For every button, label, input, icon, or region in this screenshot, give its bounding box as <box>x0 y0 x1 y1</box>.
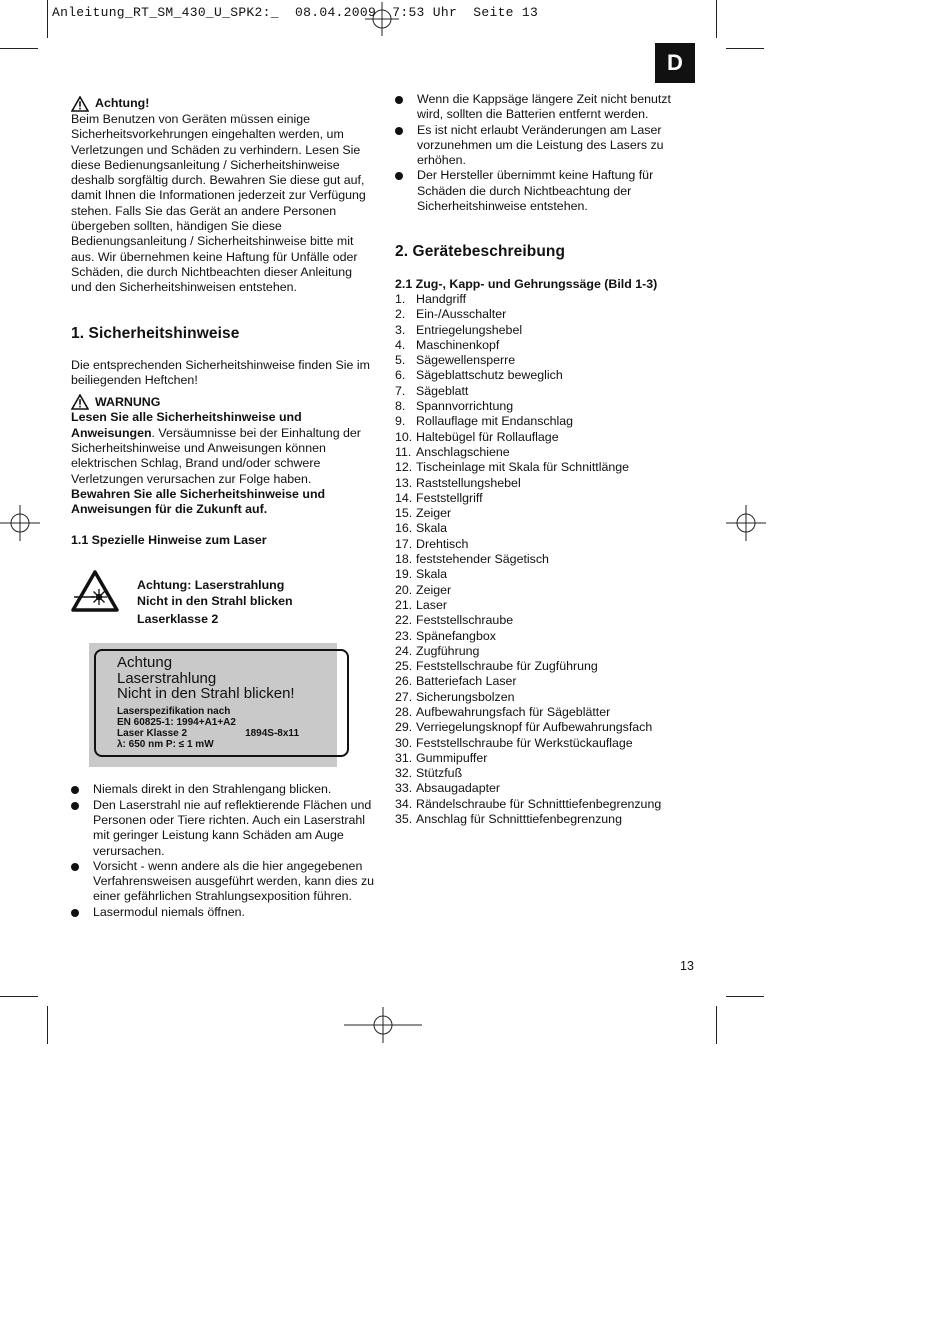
list-item <box>395 567 695 582</box>
list-item <box>395 323 695 338</box>
warnung-keep-notice: Bewahren Sie alle Sicherheitshinweise und Anweisungen für die Zukunft auf. <box>71 486 326 517</box>
laser-warning-text <box>137 570 293 628</box>
part-name: Aufbewahrungsfach für Sägeblätter <box>416 704 611 719</box>
laser-hazard-icon <box>71 570 119 612</box>
part-name: Raststellungshebel <box>416 475 521 490</box>
part-number: 15. <box>395 506 413 521</box>
list-item-text: Lasermodul niemals öffnen. <box>93 904 245 919</box>
list-item <box>395 537 695 552</box>
part-number: 8. <box>395 399 406 414</box>
list-item <box>395 460 695 475</box>
part-number: 7. <box>395 383 406 398</box>
warnung-bold-lead: Lesen Sie alle Sicherheitshinweise und Anweisungen <box>71 410 302 440</box>
part-number: 3. <box>395 322 406 337</box>
part-number: 4. <box>395 337 406 352</box>
list-item <box>395 445 695 460</box>
crop-mark <box>47 0 48 38</box>
part-number: 27. <box>395 689 413 704</box>
laser-warning-label <box>89 643 337 767</box>
registration-mark-icon <box>726 505 766 541</box>
part-name: Sägeblatt <box>416 383 469 398</box>
list-item <box>395 659 695 674</box>
part-name: Sägeblattschutz beweglich <box>416 368 563 383</box>
list-item <box>395 123 695 169</box>
part-number: 30. <box>395 735 413 750</box>
list-item <box>395 506 695 521</box>
print-header: Anleitung_RT_SM_430_U_SPK2:_ 08.04.2009 7:53 Uhr Seite 13 <box>52 5 539 20</box>
part-name: Skala <box>416 521 447 536</box>
part-name: feststehender Sägetisch <box>416 552 549 567</box>
list-item-text: Den Laserstrahl nie auf reflektierende Flächen und Personen oder Tiere richten. Auch ein Laserstrahl mit geringer Leistung kann Schäden am Auge verursachen. <box>93 797 372 858</box>
list-item <box>395 430 695 445</box>
list-item <box>71 782 376 797</box>
section-2-heading <box>395 244 695 259</box>
part-name: Spänefangbox <box>416 628 496 643</box>
part-name: Entriegelungshebel <box>416 322 523 337</box>
crop-mark <box>726 48 764 49</box>
list-item <box>395 307 695 322</box>
list-item <box>395 368 695 383</box>
registration-mark-icon <box>365 2 399 36</box>
laser-label-frame <box>94 649 349 757</box>
right-column <box>395 92 695 827</box>
part-name: Rollauflage mit Endanschlag <box>416 414 574 429</box>
label-specification <box>117 706 347 750</box>
part-number: 19. <box>395 567 413 582</box>
list-item <box>395 414 695 429</box>
crop-mark <box>47 1006 48 1044</box>
list-item <box>395 476 695 491</box>
list-item <box>71 859 376 905</box>
parts-list <box>395 292 695 827</box>
part-number: 31. <box>395 750 413 765</box>
page-number: 13 <box>680 959 694 973</box>
section-1-paragraph: Die entsprechenden Sicherheitshinweise finden Sie im beiliegenden Heftchen! <box>71 357 370 388</box>
crop-mark <box>726 996 764 997</box>
part-number: 23. <box>395 628 413 643</box>
part-number: 16. <box>395 521 413 536</box>
part-name: Batteriefach Laser <box>416 674 517 689</box>
part-name: Anschlagschiene <box>416 444 510 459</box>
part-number: 35. <box>395 812 413 827</box>
list-item <box>395 797 695 812</box>
part-name: Zeiger <box>416 582 452 597</box>
part-name: Laser <box>416 597 447 612</box>
bullet-icon <box>395 172 403 180</box>
list-item <box>395 168 695 214</box>
part-number: 32. <box>395 766 413 781</box>
part-number: 1. <box>395 291 406 306</box>
bullet-icon <box>395 96 403 104</box>
list-item <box>395 644 695 659</box>
list-item-text: Niemals direkt in den Strahlengang blicken. <box>93 782 332 797</box>
section-1-heading <box>71 326 376 341</box>
list-item <box>395 736 695 751</box>
list-item <box>395 583 695 598</box>
warning-triangle-icon <box>71 394 89 410</box>
part-number: 24. <box>395 643 413 658</box>
part-number: 9. <box>395 414 406 429</box>
list-item <box>395 751 695 766</box>
bullet-icon <box>71 802 79 810</box>
bullet-icon <box>71 786 79 794</box>
part-number: 20. <box>395 582 413 597</box>
list-item <box>395 781 695 796</box>
list-item <box>395 292 695 307</box>
part-name: Sicherungsbolzen <box>416 689 515 704</box>
part-number: 29. <box>395 720 413 735</box>
achtung-heading <box>71 96 376 112</box>
part-number: 14. <box>395 490 413 505</box>
subsection-2-1-title: 2.1 Zug-, Kapp- und Gehrungssäge (Bild 1-3) <box>395 276 658 291</box>
part-name: Rändelschraube für Schnitttiefenbegrenzung <box>416 796 662 811</box>
label-line-2: Laserstrahlung <box>117 669 217 687</box>
list-item <box>395 629 695 644</box>
language-tab: D <box>655 43 695 83</box>
part-name: Ein-/Ausschalter <box>416 307 507 322</box>
part-number: 10. <box>395 429 413 444</box>
list-item-text: Es ist nicht erlaubt Veränderungen am Laser vorzunehmen um die Leistung des Lasers zu erhöhen. <box>417 122 664 168</box>
label-line-3: Nicht in den Strahl blicken! <box>117 685 295 703</box>
part-name: Spannvorrichtung <box>416 399 514 414</box>
list-item <box>71 798 376 859</box>
laser-warning-block <box>71 570 376 628</box>
crop-mark <box>0 48 38 49</box>
list-item <box>395 766 695 781</box>
subsection-1-1-title: 1.1 Spezielle Hinweise zum Laser <box>71 532 267 547</box>
part-name: Zeiger <box>416 506 452 521</box>
part-name: Tischeinlage mit Skala für Schnittlänge <box>416 460 630 475</box>
list-item <box>395 720 695 735</box>
part-number: 2. <box>395 307 406 322</box>
label-spec-3: Laser Klasse 2 <box>117 727 188 739</box>
part-number: 13. <box>395 475 413 490</box>
bullet-icon <box>395 127 403 135</box>
laser-bullet-list <box>71 782 376 920</box>
list-item <box>395 338 695 353</box>
part-number: 22. <box>395 613 413 628</box>
part-name: Maschinenkopf <box>416 337 500 352</box>
label-spec-2: EN 60825-1: 1994+A1+A2 <box>117 716 236 728</box>
part-name: Sägewellensperre <box>416 353 516 368</box>
label-spec-1: Laserspezifikation nach <box>117 705 231 717</box>
part-name: Handgriff <box>416 291 467 306</box>
part-number: 5. <box>395 353 406 368</box>
part-number: 21. <box>395 597 413 612</box>
left-column <box>71 96 376 920</box>
list-item <box>395 521 695 536</box>
warning-triangle-icon <box>71 96 89 112</box>
label-code: 1894S-8x11 <box>245 727 300 739</box>
part-name: Drehtisch <box>416 536 469 551</box>
list-item <box>395 384 695 399</box>
achtung-title: Achtung! <box>95 96 150 111</box>
list-item <box>395 674 695 689</box>
part-name: Anschlag für Schnitttiefenbegrenzung <box>416 812 622 827</box>
list-item <box>395 812 695 827</box>
list-item <box>395 690 695 705</box>
part-name: Feststellschraube für Werkstückauflage <box>416 735 633 750</box>
part-number: 12. <box>395 460 413 475</box>
part-number: 26. <box>395 674 413 689</box>
section-1-title: 1. Sicherheitshinweise <box>71 324 240 342</box>
list-item <box>395 491 695 506</box>
laser-warning-line-1: Achtung: Laserstrahlung <box>137 577 285 592</box>
part-number: 28. <box>395 704 413 719</box>
laser-warning-line-2: Nicht in den Strahl blicken <box>137 594 293 609</box>
achtung-paragraph: Beim Benutzen von Geräten müssen einige Sicherheitsvorkehrungen eingehalten werden, um Verletzungen und Schäden zu verhindern. Lesen Sie diese Bedienungsanleitung / Sicherheitshinweise deshalb sorgfältig durch. Bewahren Sie diese gut auf, damit Ihnen die Informationen jederzeit zur Verfügung stehen. Falls Sie das Gerät an andere Personen übergeben sollten, händigen Sie diese Bedienungsanleitung / Sicherheitshinweise bitte mit aus. Wir übernehmen keine Haftung für Unfälle oder Schäden, die durch Nichtbeachten dieser Anleitung und den Sicherheitshinweisen entstehen. <box>71 112 366 295</box>
part-name: Skala <box>416 567 447 582</box>
part-name: Feststellschraube für Zugführung <box>416 659 598 674</box>
battery-bullet-list <box>395 92 695 214</box>
warnung-title: WARNUNG <box>95 394 161 409</box>
list-item-text: Vorsicht - wenn andere als die hier angegebenen Verfahrensweisen ausgeführt werden, kann dies zu einer gefährlichen Strahlungsexposition führen. <box>93 858 375 904</box>
list-item <box>395 598 695 613</box>
list-item <box>395 613 695 628</box>
part-number: 34. <box>395 796 413 811</box>
list-item <box>395 353 695 368</box>
part-number: 6. <box>395 368 406 383</box>
list-item-text: Der Hersteller übernimmt keine Haftung für Schäden die durch Nichtbeachtung der Sicherheitshinweise entstehen. <box>417 168 654 214</box>
part-name: Gummipuffer <box>416 750 488 765</box>
registration-mark-icon <box>0 505 40 541</box>
list-item <box>395 399 695 414</box>
registration-mark-icon <box>344 1007 422 1043</box>
part-name: Absaugadapter <box>416 781 501 796</box>
list-item-text: Wenn die Kappsäge längere Zeit nicht benutzt wird, sollten die Batterien entfernt werden. <box>417 92 671 122</box>
warnung-body: . Versäumnisse bei der Einhaltung der Sicherheitshinweise und Anweisungen können elektrischen Schlag, Brand und/oder schwere Verletzungen verursachen zur Folge haben. <box>71 425 361 486</box>
crop-mark <box>0 996 38 997</box>
label-line-1: Achtung <box>117 654 173 672</box>
label-spec-3-row <box>117 728 347 739</box>
warnung-heading <box>71 394 376 410</box>
list-item <box>395 92 695 123</box>
warnung-paragraph <box>71 410 376 486</box>
list-item <box>71 905 376 920</box>
part-name: Feststellgriff <box>416 490 483 505</box>
part-name: Feststellschraube <box>416 613 514 628</box>
part-number: 25. <box>395 659 413 674</box>
part-name: Verriegelungsknopf für Aufbewahrungsfach <box>416 720 653 735</box>
part-name: Zugführung <box>416 643 480 658</box>
part-name: Stützfuß <box>416 766 463 781</box>
list-item <box>395 705 695 720</box>
list-item <box>395 552 695 567</box>
crop-mark <box>716 1006 717 1044</box>
part-number: 11. <box>395 444 412 459</box>
part-number: 17. <box>395 536 413 551</box>
crop-mark <box>716 0 717 38</box>
part-name: Haltebügel für Rollauflage <box>416 429 559 444</box>
bullet-icon <box>71 863 79 871</box>
bullet-icon <box>71 909 79 917</box>
section-2-title: 2. Gerätebeschreibung <box>395 243 566 261</box>
part-number: 18. <box>395 552 413 567</box>
laser-warning-line-3: Laserklasse 2 <box>137 611 219 626</box>
part-number: 33. <box>395 781 413 796</box>
label-spec-4: λ: 650 nm P: ≤ 1 mW <box>117 738 214 750</box>
